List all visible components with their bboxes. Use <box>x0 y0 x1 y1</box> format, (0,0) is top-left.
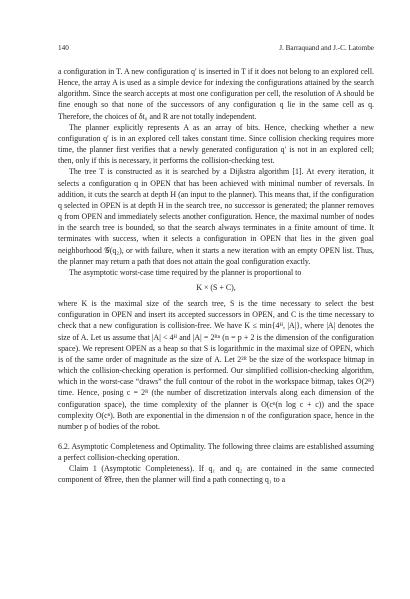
section-6-2-paragraph: 6.2. Asymptotic Completeness and Optimality. The following three claims are established assuming a perfect collision-checking operation. <box>58 442 374 463</box>
page-body <box>58 66 374 486</box>
paragraph-3: The tree T is constructed as it is searched by a Dijkstra algorithm [1]. At every iteration, it selects a configuration q in OPEN that has been achieved with minimal number of reversals. In addition, it cuts the search at depth H (an input to the planner). This means that, if the configuration q selected in OPEN is at depth H in the search tree, no successor is generated; the planner removes q from OPEN and immediately selects another configuration. Hence, the maximal number of nodes in the search tree is bounded, so that the search always terminates in a finite amount of time. It terminates with success, when it selects a configuration in OPEN that lies in the given goal neighborhood 𝒢(q₂), or with failure, when it starts a new iteration with an empty OPEN list. Thus, the planner may return a path that does not attain the goal configuration exactly. <box>58 167 374 266</box>
page-number: 140 <box>58 44 69 52</box>
paragraph-5: where K is the maximal size of the search tree, S is the time necessary to select the best configuration in OPEN and insert its accepted successors in OPEN, and C is the time necessary to check that a new configuration is collision-free. We have K ≤ min{4ᴴ, |A|}, where |A| denotes the size of A. Let us assume that |A| < 4ᴴ and |A| = 2ᴿⁿ (n = p + 2 is the dimension of the configuration space). We represent OPEN as a heap so that S is logarithmic in the maximal size of OPEN, which is of the same order of magnitude as the size of A. Let 2²ᴿ be the size of the workspace bitmap in which the collision-checking operation is performed. Our simplified collision-checking algorithm, which in the worst-case “draws” the full contour of the robot in the workspace bitmap, takes O(2ᴿ) time. Hence, posing c = 2ᴿ (the number of discretization intervals along each dimension of the configuration space), the time complexity of the planner is O(cⁿ(n log c + c)) and the space complexity O(cⁿ). Both are exponential in the dimension n of the configuration space, hence in the number p of bodies of the robot. <box>58 299 374 431</box>
equation: K × (S + C), <box>196 282 236 292</box>
paragraph-2: The planner explicitly represents A as an array of bits. Hence, checking whether a new configuration q′ is in an explored cell takes constant time. Since collision checking requires more time, the planner first verifies that a newly generated configuration q′ is not in an explored cell; then, only if this is necessary, it performs the collision-checking test. <box>58 122 374 166</box>
running-head: J. Barraquand and J.-C. Latombe <box>279 44 374 52</box>
page-header <box>58 44 374 56</box>
paragraph-4: The asymptotic worst-case time required by the planner is proportional to <box>69 267 302 277</box>
claim-1-paragraph: Claim 1 (Asymptotic Completeness). If q₁ and q₂ are contained in the same connected component of 𝒞free, then the planner will find a path connecting q₁ to a <box>58 464 374 485</box>
paragraph-1: a configuration in T. A new configuration q′ is inserted in T if it does not belong to an explored cell. Hence, the array A is used as a simple device for indexing the configurations attained by the search algorithm. Since the search accepts at most one configuration per cell, the resolution of A should be fine enough so that none of the successors of any configuration q lie in the same cell as q. Therefore, the choices of δt₀ and R are not totally independent. <box>58 67 374 121</box>
